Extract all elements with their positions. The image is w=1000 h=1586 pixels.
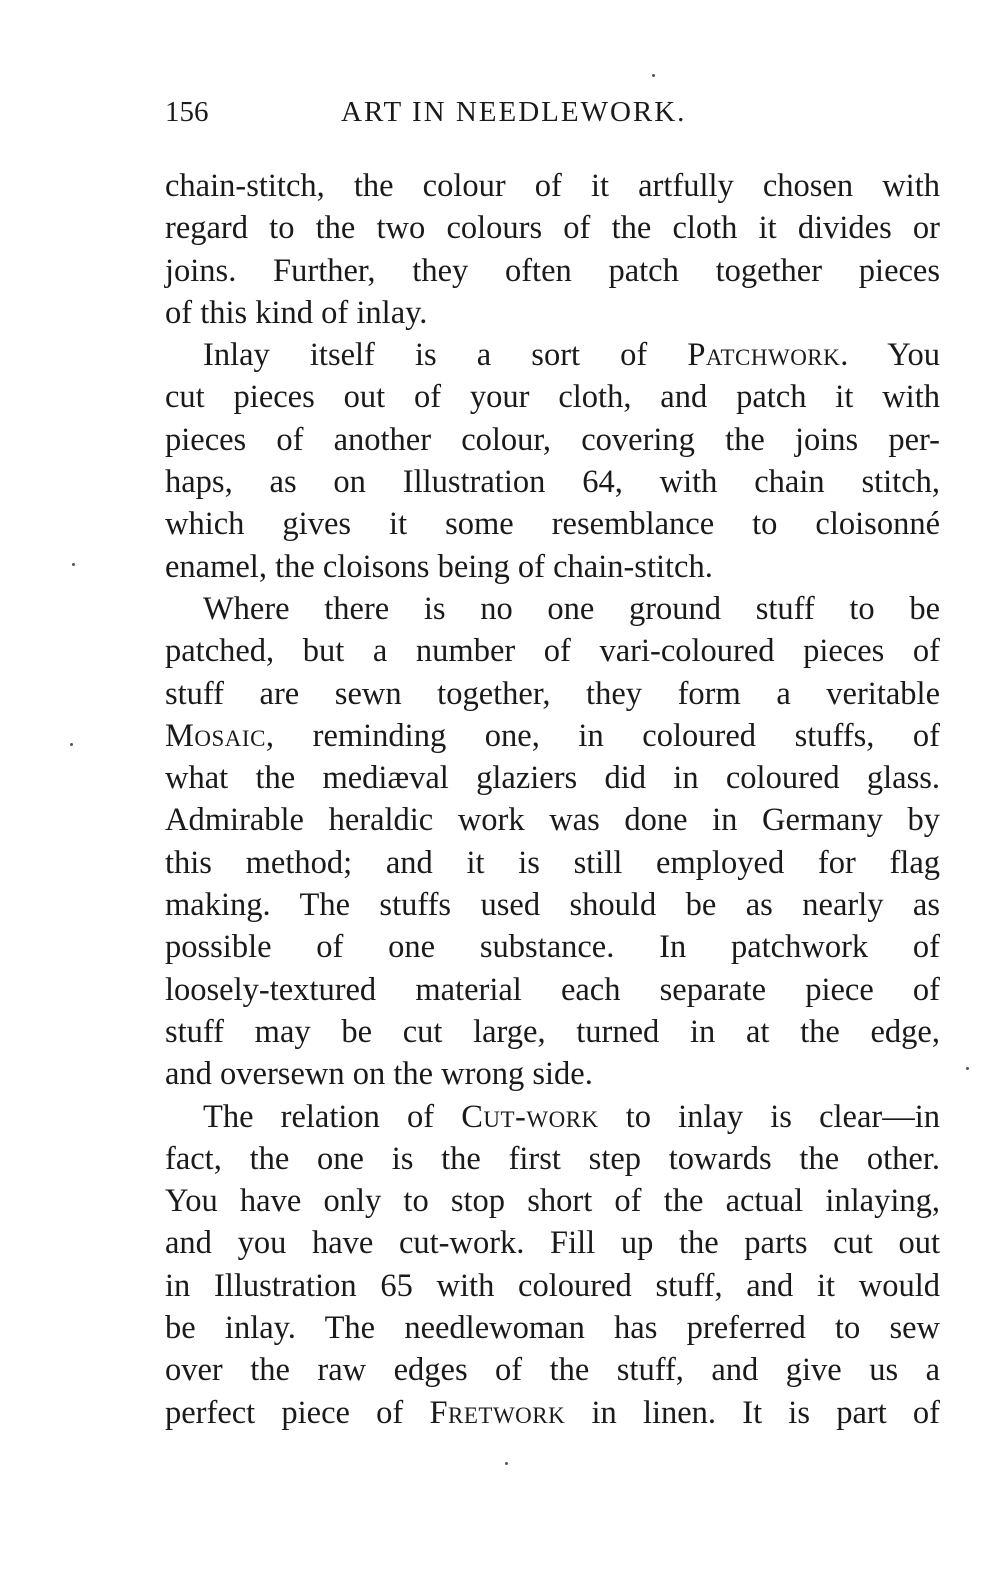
text-line: cut pieces out of your cloth, and patch it with [165,379,940,416]
text-segment: , reminding one, in coloured stuffs, of [265,717,940,754]
text-line: haps, as on Illustration 64, with chain stitch, [165,464,940,501]
text-line: loosely-textured material each separate piece of [165,971,940,1008]
text-line: which gives it some resemblance to cloisonné [165,506,940,543]
text-line: Admirable heraldic work was done in Germany by [165,802,940,839]
text-line: Where there is no one ground stuff to be [203,590,940,627]
text-segment: to inlay is clear—in [598,1098,940,1135]
text-segment: perfect piece of [165,1394,430,1431]
scan-speck [505,1462,508,1465]
scan-speck [966,1067,969,1070]
text-line: over the raw edges of the stuff, and give us a [165,1352,940,1389]
text-segment: Inlay itself is a sort of [203,337,688,374]
text-segment: The relation of [203,1098,462,1135]
text-line: stuff are sewn together, they form a veritable [165,675,940,712]
text-line: joins. Further, they often patch together pieces [165,252,940,289]
text-line: this method; and it is still employed for flag [165,844,940,881]
term-mosaic: Mosaic [165,717,266,754]
text-line: fact, the one is the first step towards the other. [165,1140,940,1177]
text-segment: . You [840,337,940,374]
text-line: chain-stitch, the colour of it artfully chosen with [165,168,940,204]
scan-speck [652,74,655,77]
running-head: ART IN NEEDLEWORK. [341,96,687,128]
text-line [165,1096,940,1138]
text-line: You have only to stop short of the actual inlaying, [165,1183,940,1220]
page-header [165,96,940,136]
text-line: pieces of another colour, covering the joins per- [165,421,940,458]
term-patchwork: Patchwork [687,337,841,374]
page-number: 156 [165,96,209,128]
text-segment: in linen. It is part of [565,1394,940,1431]
text-line: making. The stuffs used should be as nearly as [165,887,940,924]
text-line: of this kind of inlay. [165,294,428,331]
text-line: be inlay. The needlewoman has preferred to sew [165,1310,940,1347]
body-text [165,165,940,1434]
text-line: regard to the two colours of the cloth it divides or [165,210,940,247]
scan-speck [72,563,75,566]
term-cut-work: Cut-work [461,1098,599,1135]
text-line: enamel, the cloisons being of chain-stitch. [165,548,713,585]
text-line: and you have cut-work. Fill up the parts cut out [165,1225,940,1262]
text-line: and oversewn on the wrong side. [165,1056,593,1093]
text-line: what the mediæval glaziers did in coloured glass. [165,760,940,797]
scan-speck [70,743,73,746]
text-line: in Illustration 65 with coloured stuff, and it would [165,1267,940,1304]
text-line [165,1392,940,1434]
term-fretwork: Fretwork [429,1394,566,1431]
text-line [165,334,940,376]
text-line [165,715,940,757]
text-line: patched, but a number of vari-coloured pieces of [165,633,940,670]
text-line: stuff may be cut large, turned in at the edge, [165,1013,940,1050]
text-line: possible of one substance. In patchwork of [165,929,940,966]
